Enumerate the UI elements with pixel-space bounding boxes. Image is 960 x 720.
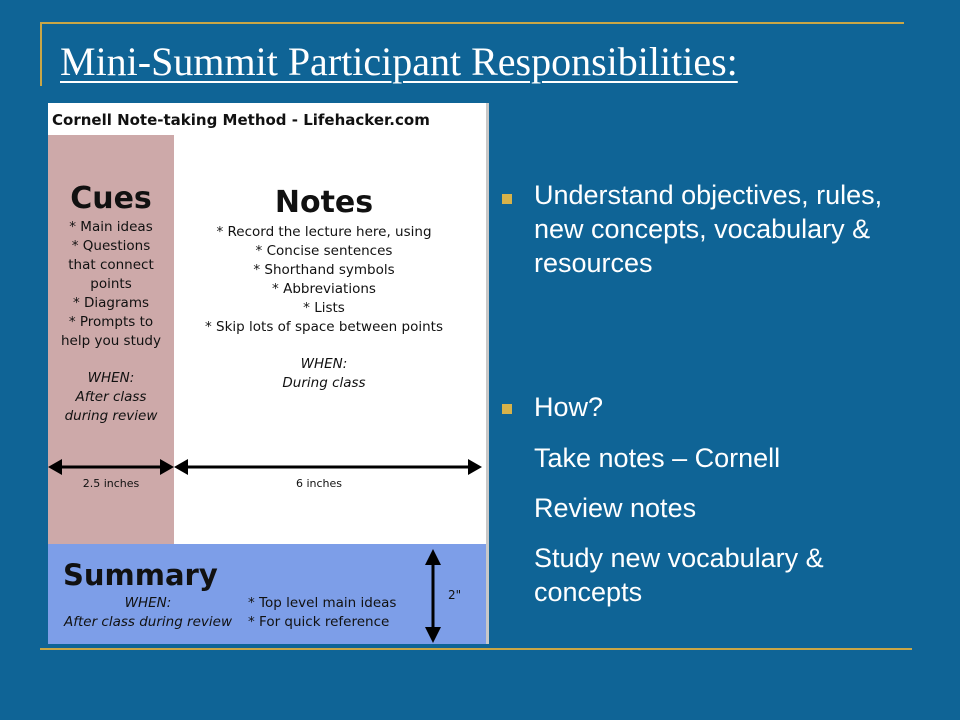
sub-item-take-notes: Take notes – Cornell: [534, 443, 781, 473]
cues-when: WHEN: After class during review: [64, 370, 158, 424]
summary-title: Summary: [63, 558, 218, 592]
cornell-diagram: [48, 103, 489, 644]
notes-title: Notes: [274, 185, 374, 220]
bullet-how: How?: [534, 392, 604, 422]
measure-arrows: [48, 103, 486, 644]
sub-item-review-notes: Review notes: [534, 493, 697, 523]
top-rule: [40, 22, 904, 24]
summary-items: * Top level main ideas * For quick reference: [248, 595, 397, 630]
notes-items: * Record the lecture here, using * Concise sentences * Shorthand symbols * Abbreviations * Lists * Skip lots of space between points: [205, 224, 443, 335]
bullet-marker-icon: [502, 194, 512, 204]
summary-when: WHEN: After class during review: [63, 595, 233, 630]
sub-item-study-vocabulary: Study new vocabulary & concepts: [534, 543, 824, 607]
notes-width-label: 6 inches: [295, 477, 343, 490]
cues-items: * Main ideas * Questions that connect points * Diagrams * Prompts to help you study: [60, 219, 161, 349]
summary-height-label: 2": [448, 588, 462, 602]
slide-title: Mini-Summit Participant Responsibilities:: [60, 39, 738, 84]
left-rule: [40, 22, 42, 86]
cues-width-label: 2.5 inches: [82, 477, 140, 490]
notes-when: WHEN: During class: [282, 356, 366, 391]
diagram-header: Cornell Note-taking Method - Lifehacker.com: [52, 111, 430, 129]
cues-title: Cues: [70, 181, 152, 216]
bullet-marker-icon: [502, 404, 512, 414]
bullet-objectives: Understand objectives, rules, new concepts, vocabulary & resources: [534, 180, 883, 278]
bottom-rule: [40, 648, 912, 650]
